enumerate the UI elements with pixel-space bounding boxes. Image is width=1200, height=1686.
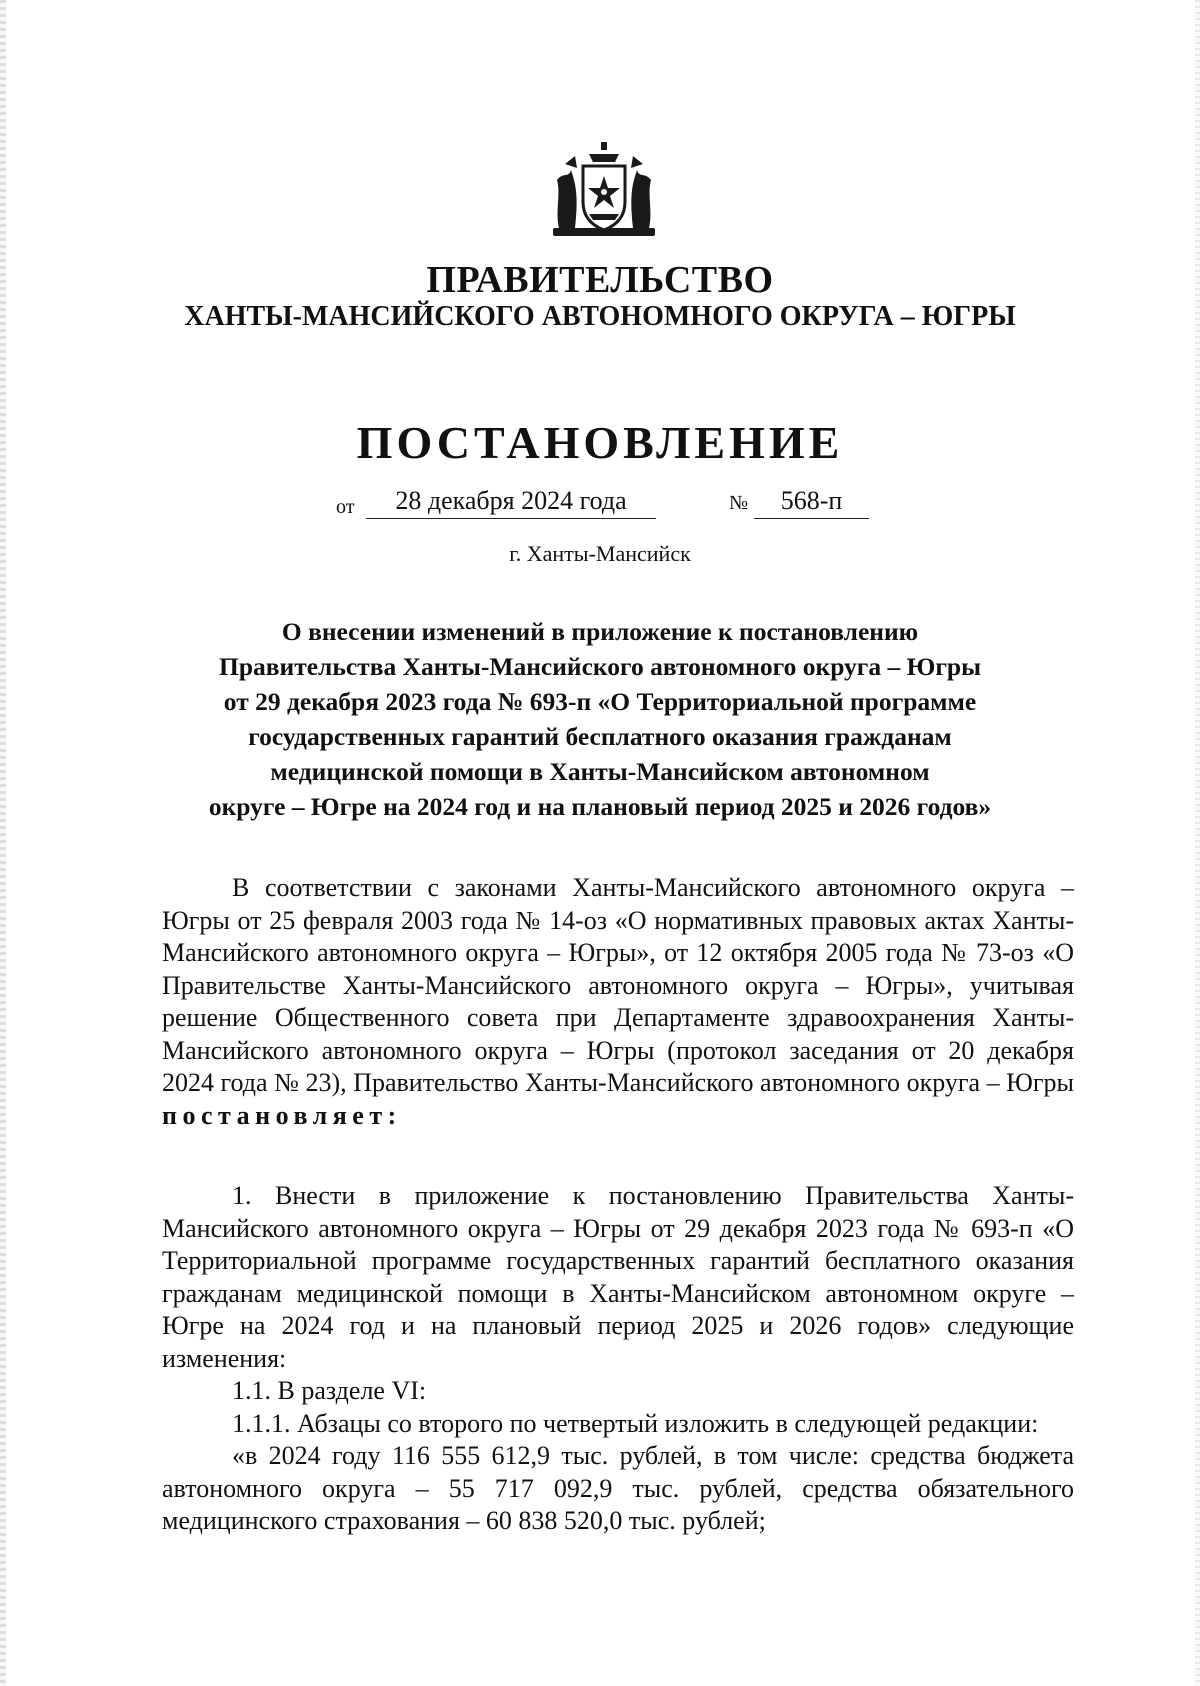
region-heading: ХАНТЫ-МАНСИЙСКОГО АВТОНОМНОГО ОКРУГА – ЮГРЫ: [184, 301, 1016, 332]
city-line: г. Ханты-Мансийск: [509, 541, 691, 566]
scan-edge-left: [0, 0, 6, 1686]
preamble-section: [162, 872, 1074, 1132]
number-prefix: №: [729, 492, 749, 514]
item-paragraph: «в 2024 году 116 555 612,9 тыс. рублей, в том числе: средства бюджета автономного округа – 55 717 092,9 тыс. рублей, средства обязательного медицинского страхования – 60 838 520,0 тыс. рублей;: [162, 1441, 1074, 1535]
date-number-row: [336, 486, 876, 522]
subject-line: О внесении изменений в приложение к постановлению: [281, 617, 919, 646]
coat-of-arms-icon: [545, 142, 663, 242]
subject-title: [0, 614, 1200, 824]
resolves-word: постановляет:: [162, 1100, 402, 1130]
date-prefix: от: [336, 496, 355, 518]
item-paragraph: 1.1. В разделе VI:: [232, 1376, 427, 1405]
document-type-title: ПОСТАНОВЛЕНИЕ: [356, 417, 844, 468]
subject-line: от 29 декабря 2023 года № 693-п «О Территориальной программе: [223, 687, 977, 716]
subject-line: Правительства Ханты-Мансийского автономного округа – Югры: [218, 652, 981, 681]
document-number: 568-п: [754, 486, 869, 519]
item-paragraph: 1. Внести в приложение к постановлению Правительства Ханты-Мансийского автономного округа – Югры от 29 декабря 2023 года № 693-п «О Территориальной программе государственных гарантий бесплатного оказания гражданам медицинской помощи в Ханты-Мансийском автономном округе – Югре на 2024 год и на плановый период 2025 и 2026 годов» следующие изменения:: [162, 1181, 1074, 1373]
document-date: 28 декабря 2024 года: [366, 486, 656, 519]
subject-line: государственных гарантий бесплатного оказания гражданам: [248, 722, 952, 751]
government-heading: ПРАВИТЕЛЬСТВО: [426, 259, 774, 301]
item-paragraph: 1.1.1. Абзацы со второго по четвертый изложить в следующей редакции:: [232, 1408, 1039, 1438]
scan-edge-right: [1195, 0, 1200, 1686]
items-section: [162, 1180, 1074, 1538]
subject-line: округе – Югре на 2024 год и на плановый период 2025 и 2026 годов»: [208, 792, 992, 821]
subject-line: медицинской помощи в Ханты-Мансийском автономном: [270, 757, 930, 786]
preamble-paragraph: [162, 872, 1074, 1132]
preamble-text: В соответствии с законами Ханты-Мансийского автономного округа – Югры от 25 февраля 2003 года № 14-оз «О нормативных правовых актах Ханты-Мансийского автономного округа – Югры», от 12 октября 2005 года № 73-оз «О Правительстве Ханты-Мансийского автономного округа – Югры», учитывая решение Общественного совета при Департаменте здравоохранения Ханты-Мансийского автономного округа – Югры (протокол заседания от 20 декабря 2024 года № 23), Правительство Ханты-Мансийского автономного округа – Югры: [162, 873, 1074, 1097]
